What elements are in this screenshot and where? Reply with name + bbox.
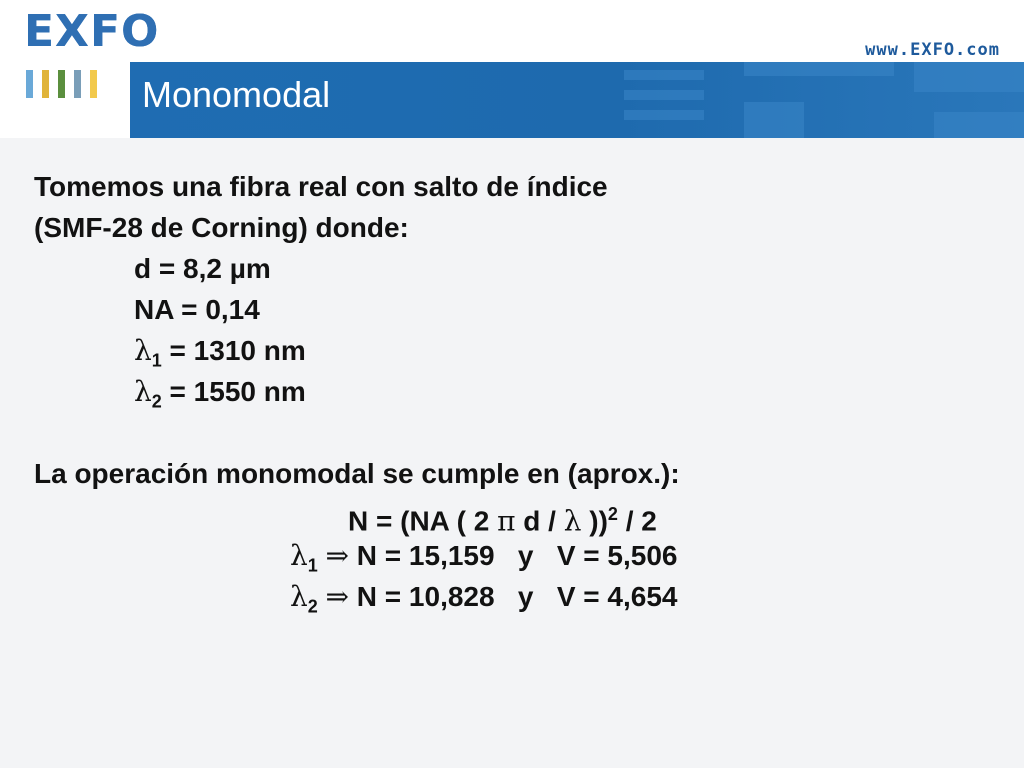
implies-arrow-icon: ⇒ bbox=[325, 580, 350, 613]
brand-bar-3 bbox=[58, 70, 65, 98]
formula-line bbox=[34, 494, 680, 538]
lambda-symbol: λ bbox=[134, 375, 152, 408]
intro-line-2: (SMF-28 de Corning) donde: bbox=[34, 212, 409, 243]
formula-suffix: / 2 bbox=[617, 505, 657, 537]
implies-arrow-icon: ⇒ bbox=[325, 539, 350, 572]
intro-line-1: Tomemos una fibra real con salto de índice bbox=[34, 171, 608, 202]
lambda-symbol: λ bbox=[290, 539, 308, 572]
decorative-pattern bbox=[614, 62, 1024, 138]
exfo-logo: EXFO bbox=[24, 6, 160, 57]
param-value: = 1310 nm bbox=[161, 335, 306, 366]
brand-bar-2 bbox=[42, 70, 49, 98]
param-lambda-2 bbox=[34, 371, 680, 412]
param-d: d = 8,2 µm bbox=[134, 253, 271, 284]
top-bar bbox=[0, 0, 1024, 62]
lambda-symbol: λ bbox=[563, 504, 582, 538]
slide-title: Monomodal bbox=[142, 74, 331, 115]
param-lambda-1 bbox=[34, 330, 680, 371]
condition-line: La operación monomodal se cumple en (aprox.): bbox=[34, 458, 680, 489]
lambda-subscript: 2 bbox=[307, 596, 318, 617]
lambda-subscript: 1 bbox=[307, 555, 318, 576]
formula-mid: d / bbox=[515, 505, 564, 537]
website-url: www.EXFO.com bbox=[865, 40, 1000, 60]
result-value: N = 10,828 y V = 4,654 bbox=[349, 581, 678, 612]
brand-bar-5 bbox=[90, 70, 97, 98]
lambda-subscript: 2 bbox=[151, 391, 162, 412]
brand-bar-4 bbox=[74, 70, 81, 98]
lambda-subscript: 1 bbox=[151, 350, 162, 371]
formula-prefix: N = (NA ( 2 bbox=[348, 505, 498, 537]
formula-exponent: 2 bbox=[607, 504, 618, 524]
result-lambda-1 bbox=[34, 535, 680, 576]
lambda-symbol: λ bbox=[290, 580, 308, 613]
brand-bar-1 bbox=[26, 70, 33, 98]
brand-bars bbox=[26, 70, 106, 98]
slide-body bbox=[34, 166, 680, 617]
result-value: N = 15,159 y V = 5,506 bbox=[349, 540, 678, 571]
param-na: NA = 0,14 bbox=[134, 294, 260, 325]
param-value: = 1550 nm bbox=[161, 376, 306, 407]
lambda-symbol: λ bbox=[134, 334, 152, 367]
pi-symbol: π bbox=[497, 504, 516, 538]
formula-close: )) bbox=[581, 505, 608, 537]
result-lambda-2 bbox=[34, 576, 680, 617]
